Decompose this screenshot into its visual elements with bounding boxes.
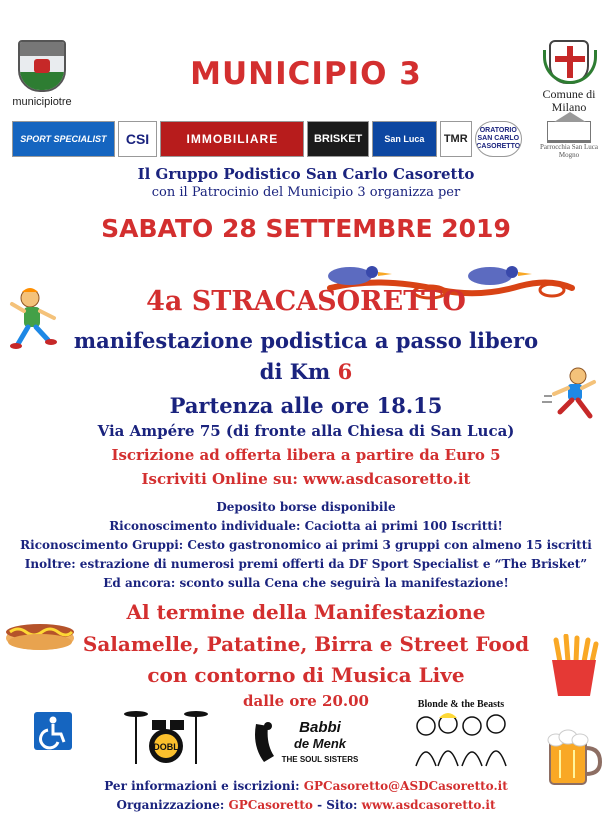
contact-email-link[interactable]: GPCasoretto@ASDCasoretto.it bbox=[303, 779, 508, 793]
detail-line: Riconoscimento individuale: Caciotta ai primi 100 Iscritti! bbox=[109, 519, 503, 533]
church-icon bbox=[547, 121, 591, 143]
online-registration: Iscriviti Online su: www.asdcasoretto.it bbox=[141, 470, 471, 488]
race-distance bbox=[0, 359, 612, 384]
start-time: Partenza alle ore 18.15 bbox=[169, 393, 443, 418]
race-description: manifestazione podistica a passo libero bbox=[73, 328, 539, 353]
milano-label: Milano bbox=[551, 100, 587, 114]
registration-fee: Iscrizione ad offerta libera a partire da Euro 5 bbox=[111, 446, 501, 464]
band-de-menk-label: de Menk bbox=[293, 736, 347, 751]
contact-line bbox=[0, 779, 612, 793]
hotdog-icon bbox=[4, 612, 76, 656]
detail-line: Riconoscimento Gruppi: Cesto gastronomico ai primi 3 gruppi con almeno 15 iscritti bbox=[20, 538, 592, 552]
organizer-line-footer bbox=[0, 798, 612, 812]
website-link[interactable]: www.asdcasoretto.it bbox=[361, 798, 496, 812]
comune-label: Comune di bbox=[542, 87, 596, 101]
page-title: MUNICIPIO 3 bbox=[190, 56, 422, 92]
band-soul-sisters-label: THE SOUL SISTERS bbox=[281, 755, 359, 764]
sponsor-parrocchia bbox=[532, 121, 606, 157]
organizer-line: Il Gruppo Podistico San Carlo Casoretto bbox=[137, 165, 475, 183]
race-name: 4a STRACASORETTO bbox=[146, 286, 466, 317]
sponsor-sport-specialist: SPORT SPECIALIST bbox=[12, 121, 115, 157]
babbi-de-menk-logo bbox=[248, 716, 368, 768]
org-label: Organizzazione: bbox=[116, 798, 225, 812]
sponsor-strip bbox=[12, 121, 522, 157]
closing-line: con contorno di Musica Live bbox=[147, 663, 465, 687]
detail-line: Inoltre: estrazione di numerosi premi offerti da DF Sport Specialist e “The Brisket” bbox=[24, 557, 588, 571]
blonde-and-the-beasts-logo bbox=[406, 696, 516, 768]
sponsor-brisket: BRISKET bbox=[307, 121, 368, 157]
municipio-tre-label: municipiotre bbox=[12, 96, 72, 108]
sponsor-immobiliare: IMMOBILIARE bbox=[160, 121, 304, 157]
comune-di-milano-crest-icon bbox=[549, 40, 589, 84]
distance-value: 6 bbox=[337, 359, 353, 384]
band-babbi-label: Babbi bbox=[299, 719, 341, 736]
parrocchia-caption: Parrocchia San Luca Mogno bbox=[540, 143, 598, 159]
fries-icon bbox=[546, 634, 602, 696]
patronage-line: con il Patrocinio del Municipio 3 organizza per bbox=[151, 185, 461, 200]
detail-line: Ed ancora: sconto sulla Cena che seguirà la manifestazione! bbox=[103, 576, 509, 590]
site-label: - Sito: bbox=[317, 798, 358, 812]
closing-line: Salamelle, Patatine, Birra e Street Food bbox=[82, 632, 530, 656]
band-blonde-label: Blonde & the Beasts bbox=[417, 699, 505, 710]
wheelchair-accessibility-icon bbox=[34, 712, 72, 750]
info-label: Per informazioni e iscrizioni: bbox=[104, 779, 300, 793]
sponsor-csi: CSI bbox=[118, 121, 158, 157]
org-name: GPCasoretto bbox=[228, 798, 313, 812]
closing-line: Al termine della Manifestazione bbox=[126, 600, 486, 624]
band-dobl-label: DOBL bbox=[153, 742, 179, 752]
event-date: SABATO 28 SETTEMBRE 2019 bbox=[101, 214, 511, 243]
drum-kit-icon bbox=[124, 706, 208, 768]
music-time: dalle ore 20.00 bbox=[242, 692, 369, 710]
start-address: Via Ampére 75 (di fronte alla Chiesa di San Luca) bbox=[97, 422, 515, 440]
distance-prefix: di Km bbox=[259, 359, 331, 384]
comune-di-milano-logo bbox=[532, 40, 606, 114]
detail-line: Deposito borse disponibile bbox=[216, 500, 396, 514]
sponsor-san-luca: San Luca bbox=[372, 121, 437, 157]
sponsor-oratorio: ORATORIO SAN CARLO CASORETTO bbox=[475, 121, 522, 157]
sponsor-tmr: TMR bbox=[440, 121, 472, 157]
